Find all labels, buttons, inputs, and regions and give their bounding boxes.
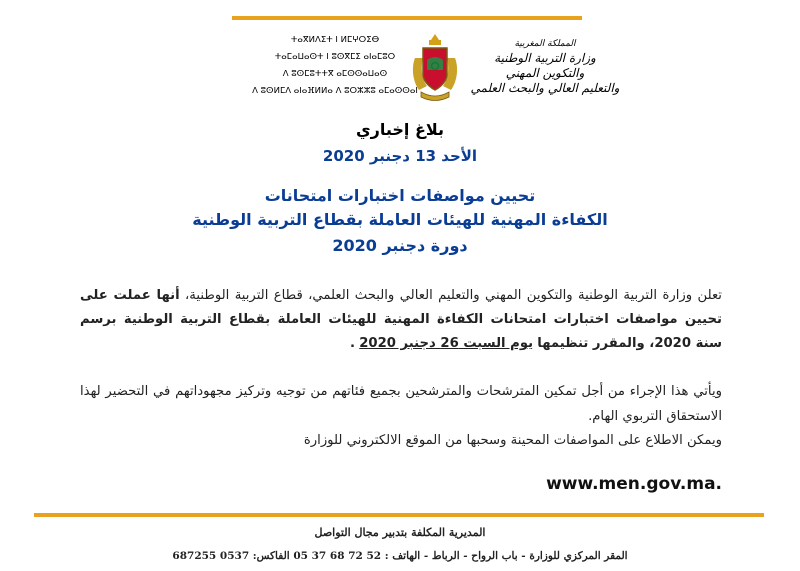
announcement-paragraph — [80, 284, 722, 356]
document-title: بلاغ إخباري — [355, 120, 445, 139]
purpose-text: ويأتي هذا الإجراء من أجل تمكين المترشحات والمترشحين بجميع فئاتهم من توجيه وتركيز مجهوداتهم في التحضير لهذا الاستحقاق التربوي الهام. — [80, 384, 722, 424]
tifinagh-ministry-name — [245, 32, 425, 100]
purpose-paragraph — [80, 380, 722, 454]
footer-contact: المقر المركزي للوزارة - باب الرواح - الرباط - الهاتف : 52 72 68 37 05 الفاكس: 0537 687255 — [172, 550, 628, 562]
tifinagh-line: ⴷ ⵓⵙⵍⵎⴷ ⴰⵏⴰⴼⵍⵍⴰ ⴷ ⵓⵔⵣⵣⵓ ⴰⵎⴰⵙⵙⴰⵏ — [252, 86, 418, 96]
tifinagh-line: ⵜⴰⴳⵍⴷⵉⵜ ⵏ ⵍⵎⵖⵔⵉⴱ — [290, 35, 380, 45]
headline-line: تحيين مواصفات اختبارات امتحانات — [264, 186, 536, 205]
footer-directorate: المديرية المكلفة بتدبير مجال التواصل — [314, 526, 486, 539]
paragraph-end: . — [350, 336, 356, 351]
download-info-text: ويمكن الاطلاع على المواصفات المحينة وسحبها من الموقع الالكتروني للوزارة — [303, 433, 722, 448]
tifinagh-line: ⴷ ⵓⵙⵎⵓⵜⵜⴳ ⴰⵎⵙⵙⴰⵡⴰⵙ — [282, 69, 388, 79]
letterhead — [0, 30, 800, 110]
headline-line: الكفاءة المهنية للهيئات العاملة بقطاع التربية الوطنية — [192, 210, 608, 229]
exam-date-text: يوم السبت 26 دجنبر 2020 — [359, 336, 534, 351]
tifinagh-line: ⵜⴰⵎⴰⵡⴰⵙⵜ ⵏ ⵓⵙⴳⵎⵉ ⴰⵏⴰⵎⵓⵔ — [274, 52, 396, 62]
ministry-line: والتعليم العالي والبحث العلمي — [470, 81, 620, 95]
paragraph-bold-text: أنها عملت على تحيين مواصفات اختبارات امتحانات الكفاءة المهنية للهيئات العاملة بقطاع التربية الوطنية برسم سنة 2020، والمقرر تنظيمها — [80, 288, 722, 351]
footer-accent-line — [34, 513, 764, 517]
paragraph-intro: تعلن وزارة التربية الوطنية والتكوين المهني والتعليم العالي والبحث العلمي، قطاع التربية الوطنية، — [185, 288, 722, 303]
ministry-name-arabic — [470, 38, 620, 96]
coat-of-arms-icon — [409, 30, 461, 106]
top-accent-line — [232, 16, 582, 20]
headline-line: دورة دجنبر 2020 — [332, 236, 468, 255]
kingdom-name: المملكة المغربية — [514, 39, 576, 49]
ministry-line: وزارة التربية الوطنية — [494, 51, 596, 65]
document-date: الأحد 13 دجنبر 2020 — [322, 147, 478, 165]
ministry-website-link[interactable]: www.men.gov.ma. — [546, 474, 722, 494]
ministry-line: والتكوين المهني — [505, 66, 585, 80]
